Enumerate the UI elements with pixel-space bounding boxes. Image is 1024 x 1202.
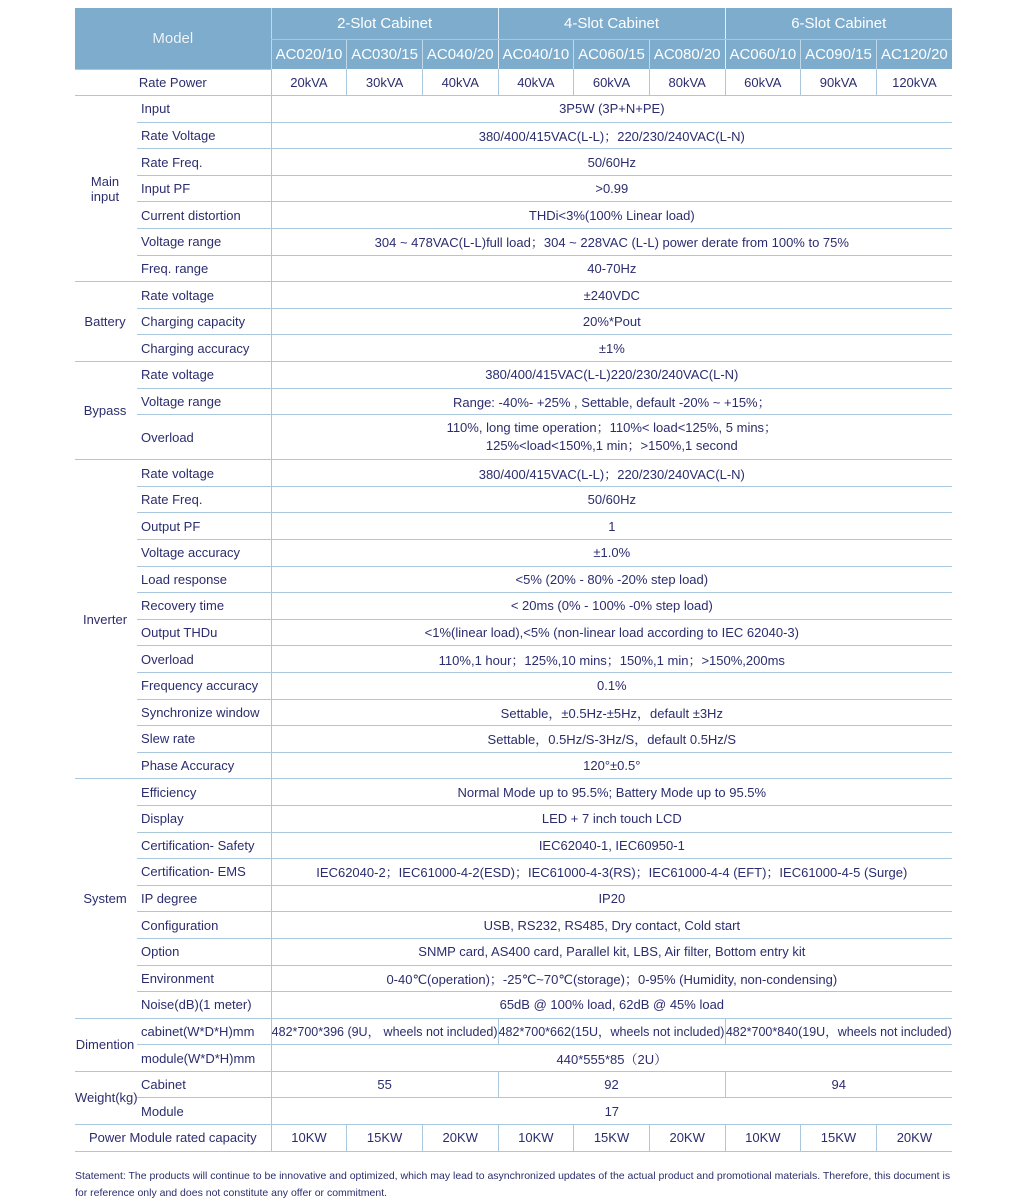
model-header-cell: AC040/10 — [498, 40, 574, 70]
section-label-line: input — [90, 188, 120, 204]
row-label: Voltage range — [137, 229, 271, 256]
table-cell: 482*700*396 (9U， wheels not included) — [271, 1018, 498, 1045]
row-label: Load response — [137, 566, 271, 593]
row-label: Output PF — [137, 513, 271, 540]
table-cell: 80kVA — [649, 69, 725, 96]
table-cell: 120kVA — [876, 69, 952, 96]
table-cell: 90kVA — [801, 69, 877, 96]
row-value: THDi<3%(100% Linear load) — [271, 202, 952, 229]
table-cell: 15KW — [574, 1125, 650, 1152]
row-label: Efficiency — [137, 779, 271, 806]
row-label: Rate voltage — [137, 460, 271, 487]
row-value: LED + 7 inch touch LCD — [271, 805, 952, 832]
row-value: IEC62040-1, IEC60950-1 — [271, 832, 952, 859]
row-value: ±1% — [271, 335, 952, 362]
row-value — [271, 415, 952, 460]
row-value: 0-40℃(operation)；-25℃~70℃(storage)；0-95% (Humidity, non-condensing) — [271, 965, 952, 992]
table-cell: 482*700*840(19U，wheels not included) — [725, 1018, 952, 1045]
row-label: module(W*D*H)mm — [137, 1045, 271, 1072]
table-row — [75, 965, 952, 992]
row-value: 1 — [271, 513, 952, 540]
model-header: Model — [75, 8, 271, 69]
table-row — [75, 593, 952, 620]
table-cell: 10KW — [725, 1125, 801, 1152]
table-row — [75, 1098, 952, 1125]
row-value: 380/400/415VAC(L-L)220/230/240VAC(L-N) — [271, 362, 952, 389]
row-label: Charging accuracy — [137, 335, 271, 362]
section-label-dimention: Dimention — [75, 1018, 137, 1071]
model-header-cell: AC020/10 — [271, 40, 347, 70]
row-label: Voltage range — [137, 388, 271, 415]
row-value: <1%(linear load),<5% (non-linear load according to IEC 62040-3) — [271, 619, 952, 646]
table-cell: 60kVA — [725, 69, 801, 96]
model-header-cell: AC030/15 — [347, 40, 423, 70]
model-header-cell: AC060/10 — [725, 40, 801, 70]
row-label: Overload — [137, 415, 271, 460]
table-cell: 60kVA — [574, 69, 650, 96]
row-value: USB, RS232, RS485, Dry contact, Cold start — [271, 912, 952, 939]
table-cell: 40kVA — [422, 69, 498, 96]
table-row — [75, 779, 952, 806]
row-value: IP20 — [271, 885, 952, 912]
table-cell: 20KW — [876, 1125, 952, 1152]
row-value: 3P5W (3P+N+PE) — [271, 96, 952, 123]
table-row — [75, 175, 952, 202]
row-value: ±1.0% — [271, 540, 952, 567]
row-label: Power Module rated capacity — [75, 1125, 271, 1152]
model-header-cell: AC090/15 — [801, 40, 877, 70]
row-label: Cabinet — [137, 1071, 271, 1098]
model-header-cell: AC040/20 — [422, 40, 498, 70]
section-label-line: Main — [90, 173, 120, 189]
table-row — [75, 335, 952, 362]
row-value: 304 ~ 478VAC(L-L)full load；304 ~ 228VAC (L-L) power derate from 100% to 75% — [271, 229, 952, 256]
table-cell: 55 — [271, 1071, 498, 1098]
row-value: SNMP card, AS400 card, Parallel kit, LBS, Air filter, Bottom entry kit — [271, 938, 952, 965]
row-value: >0.99 — [271, 175, 952, 202]
row-label: Overload — [137, 646, 271, 673]
row-label: Output THDu — [137, 619, 271, 646]
table-cell: 10KW — [271, 1125, 347, 1152]
model-header-cell: AC060/15 — [574, 40, 650, 70]
table-row — [75, 885, 952, 912]
table-row — [75, 282, 952, 309]
model-header-cell: AC080/20 — [649, 40, 725, 70]
table-cell: 30kVA — [347, 69, 423, 96]
row-value: Normal Mode up to 95.5%; Battery Mode up to 95.5% — [271, 779, 952, 806]
disclaimer-statement: Statement: The products will continue to be innovative and optimized, which may lead to asynchronized updates of the actual product and promotional materials. Therefore, this document is for reference only and does not constitute any offer or commitment. — [75, 1170, 951, 1199]
table-row — [75, 540, 952, 567]
row-label: Rate voltage — [137, 362, 271, 389]
value-line: 110%, long time operation；110%< load<125%, 5 mins； — [446, 420, 778, 436]
table-row-power-module — [75, 1125, 952, 1152]
row-value: 40-70Hz — [271, 255, 952, 282]
row-value: 110%,1 hour；125%,10 mins；150%,1 min；>150%,200ms — [271, 646, 952, 673]
row-label: Phase Accuracy — [137, 752, 271, 779]
row-label: Environment — [137, 965, 271, 992]
table-row — [75, 486, 952, 513]
row-label: IP degree — [137, 885, 271, 912]
row-label: Configuration — [137, 912, 271, 939]
table-row — [75, 938, 952, 965]
row-label: Recovery time — [137, 593, 271, 620]
table-row — [75, 805, 952, 832]
group-header-6-slot: 6-Slot Cabinet — [725, 8, 952, 40]
row-label: cabinet(W*D*H)mm — [137, 1018, 271, 1045]
row-value: 0.1% — [271, 672, 952, 699]
row-label: Input — [137, 96, 271, 123]
group-header-4-slot: 4-Slot Cabinet — [498, 8, 725, 40]
row-label: Slew rate — [137, 726, 271, 753]
row-label: Rate Freq. — [137, 486, 271, 513]
row-value: ±240VDC — [271, 282, 952, 309]
table-row — [75, 362, 952, 389]
row-value: 440*555*85（2U） — [271, 1045, 952, 1072]
section-label-weight: Weight(kg) — [75, 1071, 137, 1124]
table-row — [75, 699, 952, 726]
row-label: Display — [137, 805, 271, 832]
table-row — [75, 149, 952, 176]
table-row — [75, 229, 952, 256]
table-cell: 20KW — [422, 1125, 498, 1152]
section-label-inverter: Inverter — [75, 460, 137, 779]
row-value: 65dB @ 100% load, 62dB @ 45% load — [271, 992, 952, 1019]
table-row — [75, 726, 952, 753]
row-value: Settable，0.5Hz/S-3Hz/S，default 0.5Hz/S — [271, 726, 952, 753]
table-cell: 20KW — [649, 1125, 725, 1152]
table-row — [75, 255, 952, 282]
row-value: Range: -40%- +25% , Settable, default -20% ~ +15%； — [271, 388, 952, 415]
row-value: 17 — [271, 1098, 952, 1125]
table-row — [75, 415, 952, 460]
row-label: Option — [137, 938, 271, 965]
table-row — [75, 122, 952, 149]
row-value: 20%*Pout — [271, 308, 952, 335]
row-label: Rate voltage — [137, 282, 271, 309]
row-label: Rate Voltage — [137, 122, 271, 149]
spec-table — [75, 8, 952, 1152]
section-label-main-input — [75, 96, 137, 282]
row-value: 120°±0.5° — [271, 752, 952, 779]
model-header-cell: AC120/20 — [876, 40, 952, 70]
row-label: Frequency accuracy — [137, 672, 271, 699]
header-row-groups — [75, 8, 952, 40]
table-row — [75, 1071, 952, 1098]
row-label: Rate Power — [75, 69, 271, 96]
value-line: 125%<load<150%,1 min；>150%,1 second — [485, 438, 738, 454]
table-row — [75, 646, 952, 673]
table-row — [75, 619, 952, 646]
table-cell: 40kVA — [498, 69, 574, 96]
table-row — [75, 672, 952, 699]
row-value: IEC62040-2；IEC61000-4-2(ESD)；IEC61000-4-3(RS)；IEC61000-4-4 (EFT)；IEC61000-4-5 (Surge) — [271, 859, 952, 886]
row-label: Noise(dB)(1 meter) — [137, 992, 271, 1019]
row-label: Current distortion — [137, 202, 271, 229]
row-value: 50/60Hz — [271, 149, 952, 176]
section-label-system: System — [75, 779, 137, 1018]
row-value: Settable，±0.5Hz-±5Hz，default ±3Hz — [271, 699, 952, 726]
row-label: Input PF — [137, 175, 271, 202]
row-label: Synchronize window — [137, 699, 271, 726]
row-label: Voltage accuracy — [137, 540, 271, 567]
table-row — [75, 1045, 952, 1072]
row-value: <5% (20% - 80% -20% step load) — [271, 566, 952, 593]
table-cell: 92 — [498, 1071, 725, 1098]
table-row — [75, 832, 952, 859]
row-value: 50/60Hz — [271, 486, 952, 513]
table-row — [75, 513, 952, 540]
table-row — [75, 912, 952, 939]
table-row — [75, 202, 952, 229]
section-label-bypass: Bypass — [75, 362, 137, 460]
table-cell: 20kVA — [271, 69, 347, 96]
row-label: Freq. range — [137, 255, 271, 282]
table-cell: 15KW — [801, 1125, 877, 1152]
row-label: Certification- Safety — [137, 832, 271, 859]
row-label: Module — [137, 1098, 271, 1125]
row-label: Rate Freq. — [137, 149, 271, 176]
table-row — [75, 388, 952, 415]
table-row — [75, 308, 952, 335]
section-label-battery: Battery — [75, 282, 137, 362]
table-cell: 15KW — [347, 1125, 423, 1152]
table-row — [75, 460, 952, 487]
table-row — [75, 992, 952, 1019]
table-row-rate-power — [75, 69, 952, 96]
table-cell: 482*700*662(15U，wheels not included) — [498, 1018, 725, 1045]
row-label: Certification- EMS — [137, 859, 271, 886]
table-cell: 94 — [725, 1071, 952, 1098]
table-row — [75, 566, 952, 593]
group-header-2-slot: 2-Slot Cabinet — [271, 8, 498, 40]
row-value: 380/400/415VAC(L-L)；220/230/240VAC(L-N) — [271, 460, 952, 487]
row-value: < 20ms (0% - 100% -0% step load) — [271, 593, 952, 620]
table-row — [75, 96, 952, 123]
table-row — [75, 859, 952, 886]
row-label: Charging capacity — [137, 308, 271, 335]
table-cell: 10KW — [498, 1125, 574, 1152]
table-row — [75, 752, 952, 779]
table-row — [75, 1018, 952, 1045]
row-value: 380/400/415VAC(L-L)；220/230/240VAC(L-N) — [271, 122, 952, 149]
